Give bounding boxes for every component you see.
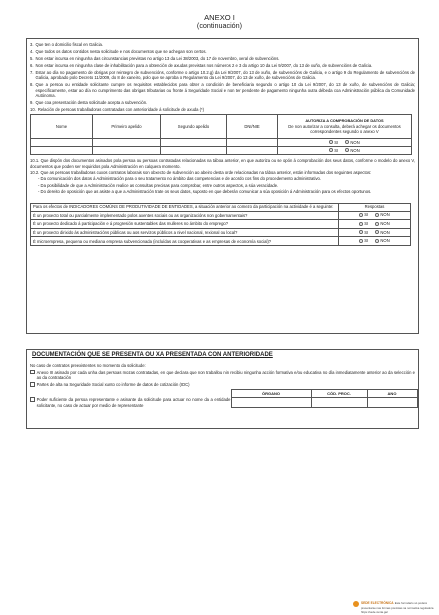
declaration-text: Estar ao día no pagamento de obrigas por reintegro de subvencións, conforme o artigo 10.2.g) da Lei 9/2007, do 13 de xuño, de subvencións de Galicia, e o artigo 9 do Regulamento de subvencións de Galicia, aprobado polo Decreto 11/2009, do 8 de xaneiro, polo que se aproba o Regulamento da Lei 9/2007, do 13 de xuño, de subvencións de Galicia. bbox=[35, 69, 415, 81]
option-no-label: NON bbox=[380, 220, 390, 226]
column-header-first-surname: Primeiro apelido bbox=[93, 115, 161, 139]
radio-yes[interactable] bbox=[359, 239, 363, 243]
paragraph-10-2: 10.2. Que as persoas traballadoras cuxos contratos laborais son obxecto de subvención ao abeiro desta orde relacionadas na táboa anterior, están informadas dos seguintes aspectos: bbox=[30, 170, 372, 176]
authorization-title: AUTORIZA A COMPROBACIÓN DE DATOS bbox=[305, 118, 384, 124]
annex-subtitle: (continuación) bbox=[196, 21, 243, 31]
first-surname-cell[interactable] bbox=[93, 147, 161, 155]
option-yes[interactable] bbox=[359, 221, 368, 226]
document-item-label: Partes de alta na Seguridade Social xunto co informe de datos de cotización (IDC) bbox=[36, 381, 190, 387]
authorization-cell bbox=[278, 147, 412, 155]
declaration-number: 9. bbox=[30, 99, 34, 105]
info-bullet: - Da posibilidade de que a Administración realice as consultas precisas para comprobar, entre outros aspectos, a súa veracidade. bbox=[38, 182, 279, 188]
option-no[interactable] bbox=[375, 238, 389, 243]
indicator-question: É un proxecto total ou parcialmente implementado polos axentes sociais ou as organizacións non gobernamentais? bbox=[31, 211, 339, 220]
section-10-notes bbox=[30, 158, 415, 194]
option-no[interactable] bbox=[375, 212, 389, 217]
option-yes[interactable] bbox=[329, 148, 338, 153]
prior-documents-table bbox=[30, 389, 418, 409]
info-bullet: - Da comunicación dos datos á Administración para o seu tratamento no ámbito das competencias e de acordo cos fins do procedemento administrativo. bbox=[38, 176, 322, 182]
name-cell[interactable] bbox=[31, 139, 93, 147]
option-yes-label: SI bbox=[364, 229, 369, 235]
radio-no[interactable] bbox=[375, 239, 379, 243]
option-no-label: NON bbox=[380, 238, 390, 244]
documentation-subtitle: No caso de contratos preexistentes no momento da solicitude: bbox=[30, 362, 146, 368]
radio-yes[interactable] bbox=[359, 222, 363, 226]
declaration-number: 7. bbox=[30, 69, 34, 75]
authorization-note: De non autorizar a consulta, deberá achegar os documentos correspondentes segundo o anexo V bbox=[288, 123, 401, 135]
option-yes-label: SI bbox=[334, 147, 339, 153]
table-row bbox=[31, 147, 412, 155]
document-item bbox=[30, 370, 415, 381]
option-no[interactable] bbox=[345, 148, 359, 153]
document-item-label: Anexo III asinado por cada unha das persoas mozas contratadas, en que declara que non traballou nin recibiu ningunha acción formativa e/ou educativa no día inmediatamente anterior ao da selección e ao da contratación bbox=[36, 369, 415, 380]
document-checkbox[interactable] bbox=[30, 382, 35, 387]
sede-logo-icon bbox=[353, 601, 359, 607]
option-no-label: NON bbox=[380, 212, 390, 218]
indicator-answer bbox=[339, 237, 411, 246]
declaration-item bbox=[30, 42, 415, 47]
indicators-intro: Para os efectos de INDICADORES COMÚNS DE PRODUTIVIDADE DE ENTIDADES, a situación anterior ao comezo da participación na actividade é a seguinte: bbox=[31, 203, 339, 211]
declaration-text: Que ten o domicilio fiscal en Galicia. bbox=[35, 42, 103, 47]
column-header-ano: ANO bbox=[367, 389, 417, 397]
footer-text bbox=[361, 600, 435, 615]
document-checkbox[interactable] bbox=[30, 370, 35, 375]
authorization-cell bbox=[278, 139, 412, 147]
second-surname-cell[interactable] bbox=[161, 139, 227, 147]
option-no[interactable] bbox=[375, 230, 389, 235]
declaration-number: 6. bbox=[30, 62, 34, 68]
declaration-number: 8. bbox=[30, 82, 34, 88]
info-bullet: - Do dereito de oposición que as asiste a que a Administración trate os seus datos, suposto en que deberán comunicar a súa oposición á Administración para os efectos oportunos. bbox=[38, 189, 372, 195]
footer bbox=[353, 600, 435, 615]
first-surname-cell[interactable] bbox=[93, 139, 161, 147]
option-no-label: NON bbox=[350, 147, 360, 153]
radio-yes[interactable] bbox=[329, 148, 333, 152]
indicator-answer bbox=[339, 228, 411, 237]
documentation-title: DOCUMENTACIÓN QUE SE PRESENTA OU XA PRESENTADA CON ANTERIORIDADE bbox=[32, 352, 273, 358]
column-header-authorization bbox=[278, 115, 412, 139]
declaration-item bbox=[30, 56, 415, 61]
persons-table bbox=[30, 114, 412, 155]
footer-brand: SEDE ELECTRÓNICA bbox=[361, 601, 394, 605]
answers-header: Respostas bbox=[339, 203, 411, 211]
page-header bbox=[0, 13, 439, 31]
radio-yes[interactable] bbox=[329, 140, 333, 144]
name-cell[interactable] bbox=[31, 147, 93, 155]
option-no[interactable] bbox=[375, 221, 389, 226]
declaration-text: Que todos os datos contidos nesta solicitude e nos documentos que se achegan son certos. bbox=[35, 48, 207, 54]
table-row bbox=[31, 228, 411, 237]
declaration-item bbox=[30, 107, 415, 112]
table-spacer bbox=[30, 389, 231, 397]
indicator-question: É un proxecto dirixido ás administracións públicas ou aos servizos públicos a nivel nacional, rexional ou local? bbox=[31, 228, 339, 237]
option-yes-label: SI bbox=[364, 220, 369, 226]
option-yes-label: SI bbox=[364, 238, 369, 244]
declaration-item bbox=[30, 49, 415, 54]
radio-yes[interactable] bbox=[359, 213, 363, 217]
second-surname-cell[interactable] bbox=[161, 147, 227, 155]
indicator-question: É un proxecto dedicado á participación e á progresión sustentables das mulleres no ámbito do emprego? bbox=[31, 220, 339, 229]
option-yes[interactable] bbox=[329, 140, 338, 145]
declaration-text: Que coa presentación desta solicitude acepta a subvención. bbox=[35, 99, 148, 105]
radio-no[interactable] bbox=[375, 230, 379, 234]
declaration-item bbox=[30, 63, 415, 68]
option-no[interactable] bbox=[345, 140, 359, 145]
declaration-text: Non estar incursa en ningunha clase de inhabilitación para a obtención de axudas previstas nos números 2 e 3 do artigo 10 da Lei 9/2007, do 13 de xuño, de subvencións de Galicia. bbox=[35, 62, 373, 68]
annex-title: ANEXO I bbox=[204, 13, 235, 22]
option-yes[interactable] bbox=[359, 230, 368, 235]
document-checkbox[interactable] bbox=[30, 397, 35, 402]
ano-cell[interactable] bbox=[367, 397, 417, 408]
document-item-label: Poder suficiente da persoa representante e asinante da solicitude para actuar no nome da a entidade solicitante, no caso de actuar por medio de representante bbox=[36, 397, 231, 408]
radio-no[interactable] bbox=[375, 213, 379, 217]
option-yes[interactable] bbox=[359, 238, 368, 243]
option-no-label: NON bbox=[350, 139, 360, 145]
option-yes-label: SI bbox=[364, 212, 369, 218]
radio-no[interactable] bbox=[375, 222, 379, 226]
table-row bbox=[31, 237, 411, 246]
paragraph-10-1: 10.1. Que dispón dos documentos asinados pola persoa ou persoas contratadas relacionadas na táboa anterior, en que autoriza ou se opón á comprobación dos seus datos, conforme o modelo do anexo V, documentos que poden ser requiridos pola Administración en calquera momento. bbox=[30, 158, 415, 169]
declaration-number: 10. bbox=[30, 106, 36, 112]
declaration-item bbox=[30, 100, 415, 105]
column-header-second-surname: Segundo apelido bbox=[161, 115, 227, 139]
radio-no[interactable] bbox=[345, 140, 349, 144]
column-header-organo: ÓRGANO bbox=[231, 389, 311, 397]
cod-proc-cell[interactable] bbox=[311, 397, 367, 408]
declaration-text: Non estar incursa en ningunha das circunstancias previstas no artigo 13 da Lei 38/2003, do 17 de novembro, xeral de subvencións. bbox=[35, 55, 280, 61]
declaration-item bbox=[30, 70, 415, 81]
declaration-item bbox=[30, 82, 415, 98]
document-item bbox=[30, 382, 415, 387]
document-item bbox=[30, 397, 231, 408]
dni-cell[interactable] bbox=[227, 139, 278, 147]
table-row bbox=[31, 220, 411, 229]
indicator-answer bbox=[339, 220, 411, 229]
indicators-table bbox=[30, 203, 411, 247]
declaration-text: Relación de persoas traballadoras contratadas con anterioridade á solicitude de axuda (*) bbox=[37, 106, 205, 112]
column-header-cod-proc: CÓD. PROC. bbox=[311, 389, 367, 397]
footer-link[interactable]: https://sede.xunta.gal bbox=[361, 609, 388, 614]
declaration-number: 4. bbox=[30, 48, 34, 54]
table-row bbox=[31, 139, 412, 147]
option-yes[interactable] bbox=[359, 212, 368, 217]
option-yes-label: SI bbox=[334, 139, 339, 145]
declaration-number: 3. bbox=[30, 42, 34, 47]
column-header-name: Nome bbox=[31, 115, 93, 139]
table-row bbox=[30, 397, 417, 408]
indicator-question: É microempresa, pequena ou mediana empresa subvencionada (incluídas as cooperativas e as empresas de economía social)? bbox=[31, 237, 339, 246]
documentation-section bbox=[26, 349, 419, 429]
footer-note: Este formulario só poderá presentarse nas formas previstas na normativa reguladora bbox=[361, 601, 434, 611]
declarations-frame bbox=[26, 38, 419, 334]
declaration-text: Que a persoa ou entidade solicitante cumpre os requisitos establecidos para obter a condición de beneficiaria segundo o artigo 10 da Lei 9/2007, do 13 de xuño, de subvencións de Galicia; especificamente, estar ao día no cumprimento das obrigas tributarias ou fronte á Seguridade Social e non ter pendente de pagamento ningunha outra débeda coa Administración pública da Comunidade Autónoma. bbox=[35, 82, 415, 98]
dni-cell[interactable] bbox=[227, 147, 278, 155]
organo-cell[interactable] bbox=[231, 397, 311, 408]
table-row bbox=[31, 211, 411, 220]
indicator-answer bbox=[339, 211, 411, 220]
radio-no[interactable] bbox=[345, 148, 349, 152]
radio-yes[interactable] bbox=[359, 230, 363, 234]
declaration-number: 5. bbox=[30, 55, 34, 61]
column-header-dni: DNI/NIE bbox=[227, 115, 278, 139]
option-no-label: NON bbox=[380, 229, 390, 235]
